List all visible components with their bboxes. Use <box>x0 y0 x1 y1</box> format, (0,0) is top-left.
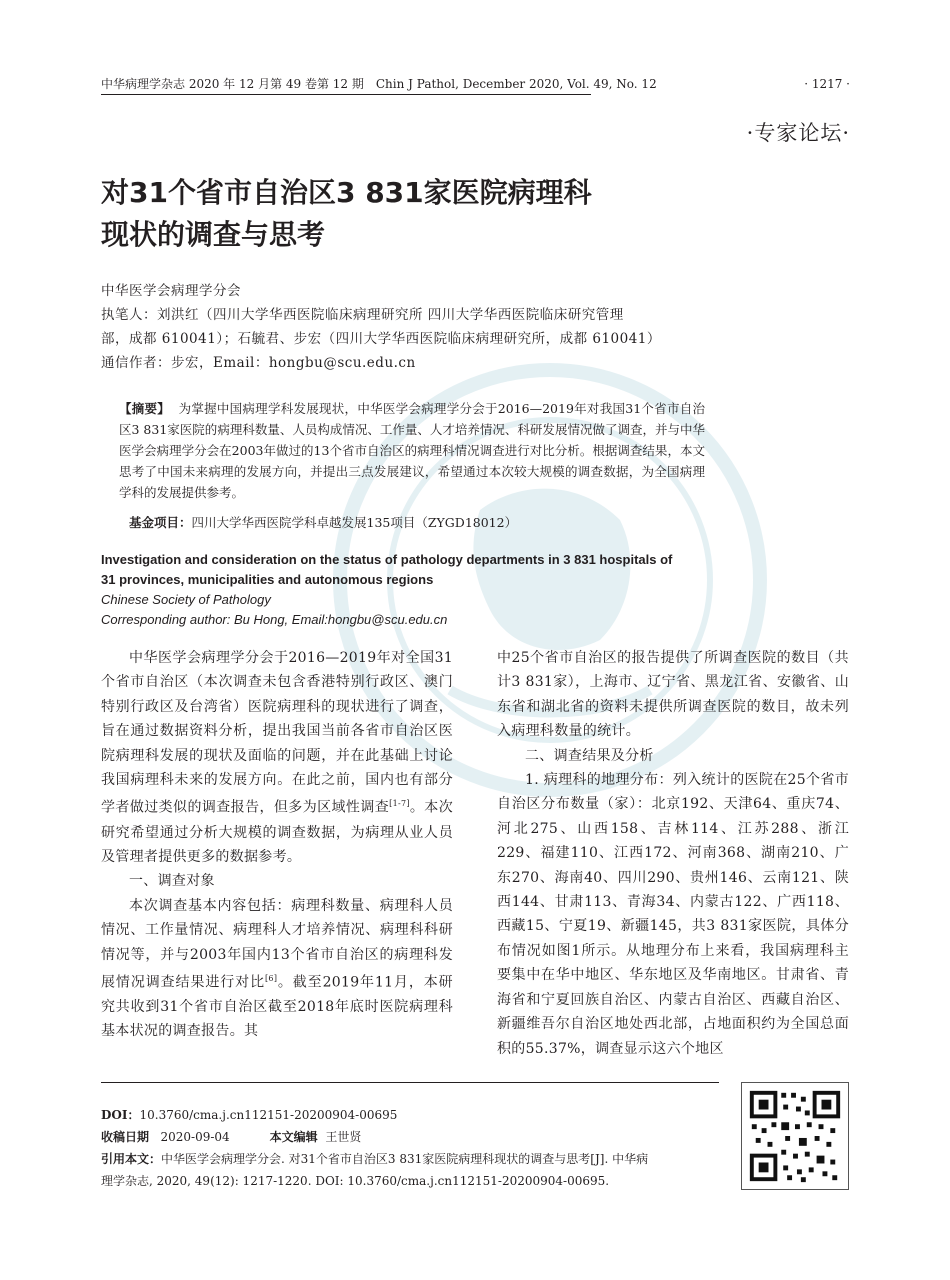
section-heading-1: 一、调查对象 <box>129 873 215 890</box>
article-footer <box>101 1104 731 1192</box>
column-label: ·专家论坛· <box>746 121 850 145</box>
body-text: 本次调查基本内容包括：病理科数量、病理科人员情况、工作量情况、病理科人才培养情况、病理科科研情况等，并与2003年国内13个省市自治区的病理科发展情况调查结果进行对比 <box>101 897 453 991</box>
english-corresponding: Corresponding author: Bu Hong, Email:hongbu@scu.edu.cn <box>101 612 448 627</box>
english-title-line-2: 31 provinces, municipalities and autonomous regions <box>101 572 434 587</box>
cite-line-1: 中华医学会病理学分会. 对31个省市自治区3 831家医院病理科现状的调查与思考[J]. 中华病 <box>161 1152 649 1166</box>
body-paragraph: 中25个省市自治区的报告提供了所调查医院的数目（共计3 831家），上海市、辽宁省、黑龙江省、安徽省、山东省和湖北省的资料未提供所调查医院的数目，故未列入病理科数量的统计。 <box>497 650 849 740</box>
abstract-text: 为掌握中国病理学科发展现状，中华医学会病理学分会于2016—2019年对我国31个省市自治区3 831家医院的病理科数量、人员构成情况、工作量、人才培养情况、科研发展情况做了调查，并与中华医学会病理学分会在2003年做过的13个省市自治区的病理科情况调查进行对比分析。根据调查结果，本文思考了中国未来病理的发展方向，并提出三点发展建议，希望通过本次较大规模的调查数据，为全国病理学科的发展提供参考。 <box>119 401 705 500</box>
running-head: 中华病理学杂志 2020 年 12 月第 49 卷第 12 期 Chin J Pathol, December 2020, Vol. 49, No. 12 <box>101 77 657 91</box>
title-line-2: 现状的调查与思考 <box>101 218 326 251</box>
fund-info <box>129 512 517 533</box>
corresponding-author: 通信作者：步宏，Email：hongbu@scu.edu.cn <box>101 355 416 371</box>
footer-rule <box>101 1082 719 1083</box>
body-text: 。截至2019年11月，本研究共收到31个省市自治区截至2018年底时医院病理科基本状况的调查报告。其 <box>101 974 453 1040</box>
section-heading-2: 二、调查结果及分析 <box>525 747 654 764</box>
citation-ref: [1-7] <box>389 799 410 809</box>
body-column-left <box>101 646 453 1044</box>
received-date: 2020-09-04 <box>160 1130 230 1144</box>
doi-label: DOI： <box>101 1108 140 1122</box>
writers-line-2: 部，成都 610041）；石毓君、步宏（四川大学华西医院临床病理研究所，成都 610041） <box>101 331 661 347</box>
body-column-right <box>497 646 849 1061</box>
english-abstract-header <box>101 550 721 630</box>
title-line-1: 对31个省市自治区3 831家医院病理科 <box>101 176 592 209</box>
doi-link[interactable]: 10.3760/cma.j.cn112151-20200904-00695 <box>139 1108 398 1122</box>
writers-line-1: 执笔人：刘洪红（四川大学华西医院临床病理研究所 四川大学华西医院临床研究管理 <box>101 307 624 323</box>
abstract-label: 【摘要】 <box>119 401 171 416</box>
page-number: · 1217 · <box>804 77 850 91</box>
cite-line-2: 理学杂志, 2020, 49(12): 1217-1220. DOI: 10.3760/cma.j.cn112151-20200904-00695. <box>101 1174 610 1188</box>
body-paragraph <box>101 646 453 869</box>
author-writers <box>101 303 701 351</box>
editor-name: 王世贤 <box>325 1130 362 1144</box>
english-title-line-1: Investigation and consideration on the status of pathology departments in 3 831 hospitals of <box>101 552 673 567</box>
body-text: 中华医学会病理学分会于2016—2019年对全国31个省市自治区（本次调查未包含香港特别行政区、澳门特别行政区及台湾省）医院病理科的现状进行了调查，旨在通过数据资料分析，提出我国当前各省市自治区医院病理科发展的现状及面临的问题，并在此基础上讨论我国病理科未来的发展方向。在此之前，国内也有部分学者做过类似的调查报告，但多为区域性调查 <box>101 650 453 817</box>
received-label: 收稿日期 <box>101 1130 150 1144</box>
abstract <box>101 398 705 503</box>
body-text: 。本次研究希望通过分析大规模的调查数据，为病理从业人员及管理者提供更多的数据参考。 <box>101 800 454 865</box>
cite-label: 引用本文： <box>101 1152 162 1166</box>
fund-label: 基金项目： <box>129 515 192 530</box>
article-title <box>101 172 741 256</box>
english-organization: Chinese Society of Pathology <box>101 592 271 607</box>
english-title <box>101 550 721 590</box>
fund-text: 四川大学华西医院学科卓越发展135项目（ZYGD18012） <box>191 515 518 530</box>
body-paragraph <box>101 894 453 1044</box>
qr-code-icon[interactable] <box>741 1082 849 1190</box>
running-head-rule <box>101 94 591 95</box>
editor-label: 本文编辑 <box>269 1130 318 1144</box>
author-organization: 中华医学会病理学分会 <box>101 283 241 299</box>
body-paragraph: 1. 病理科的地理分布：列入统计的医院在25个省市自治区分布数量（家）：北京192、天津64、重庆74、河北275、山西158、吉林114、江苏288、浙江229、福建110、江西172、河南368、湖南210、广东270、海南40、四川290、贵州146、云南121、陕西144、甘肃113、青海34、内蒙古122、广西118、西藏15、宁夏19、新疆145，共3 831家医院，具体分布情况如图1所示。从地理分布上来看，我国病理科主要集中在华中地区、华东地区及华南地区。甘肃省、青海省和宁夏回族自治区、内蒙古自治区、西藏自治区、新疆维吾尔自治区地处西北部，占地面积约为全国总面积的55.37%，调查显示这六个地区 <box>497 772 849 1057</box>
citation-ref: [6] <box>265 973 278 983</box>
